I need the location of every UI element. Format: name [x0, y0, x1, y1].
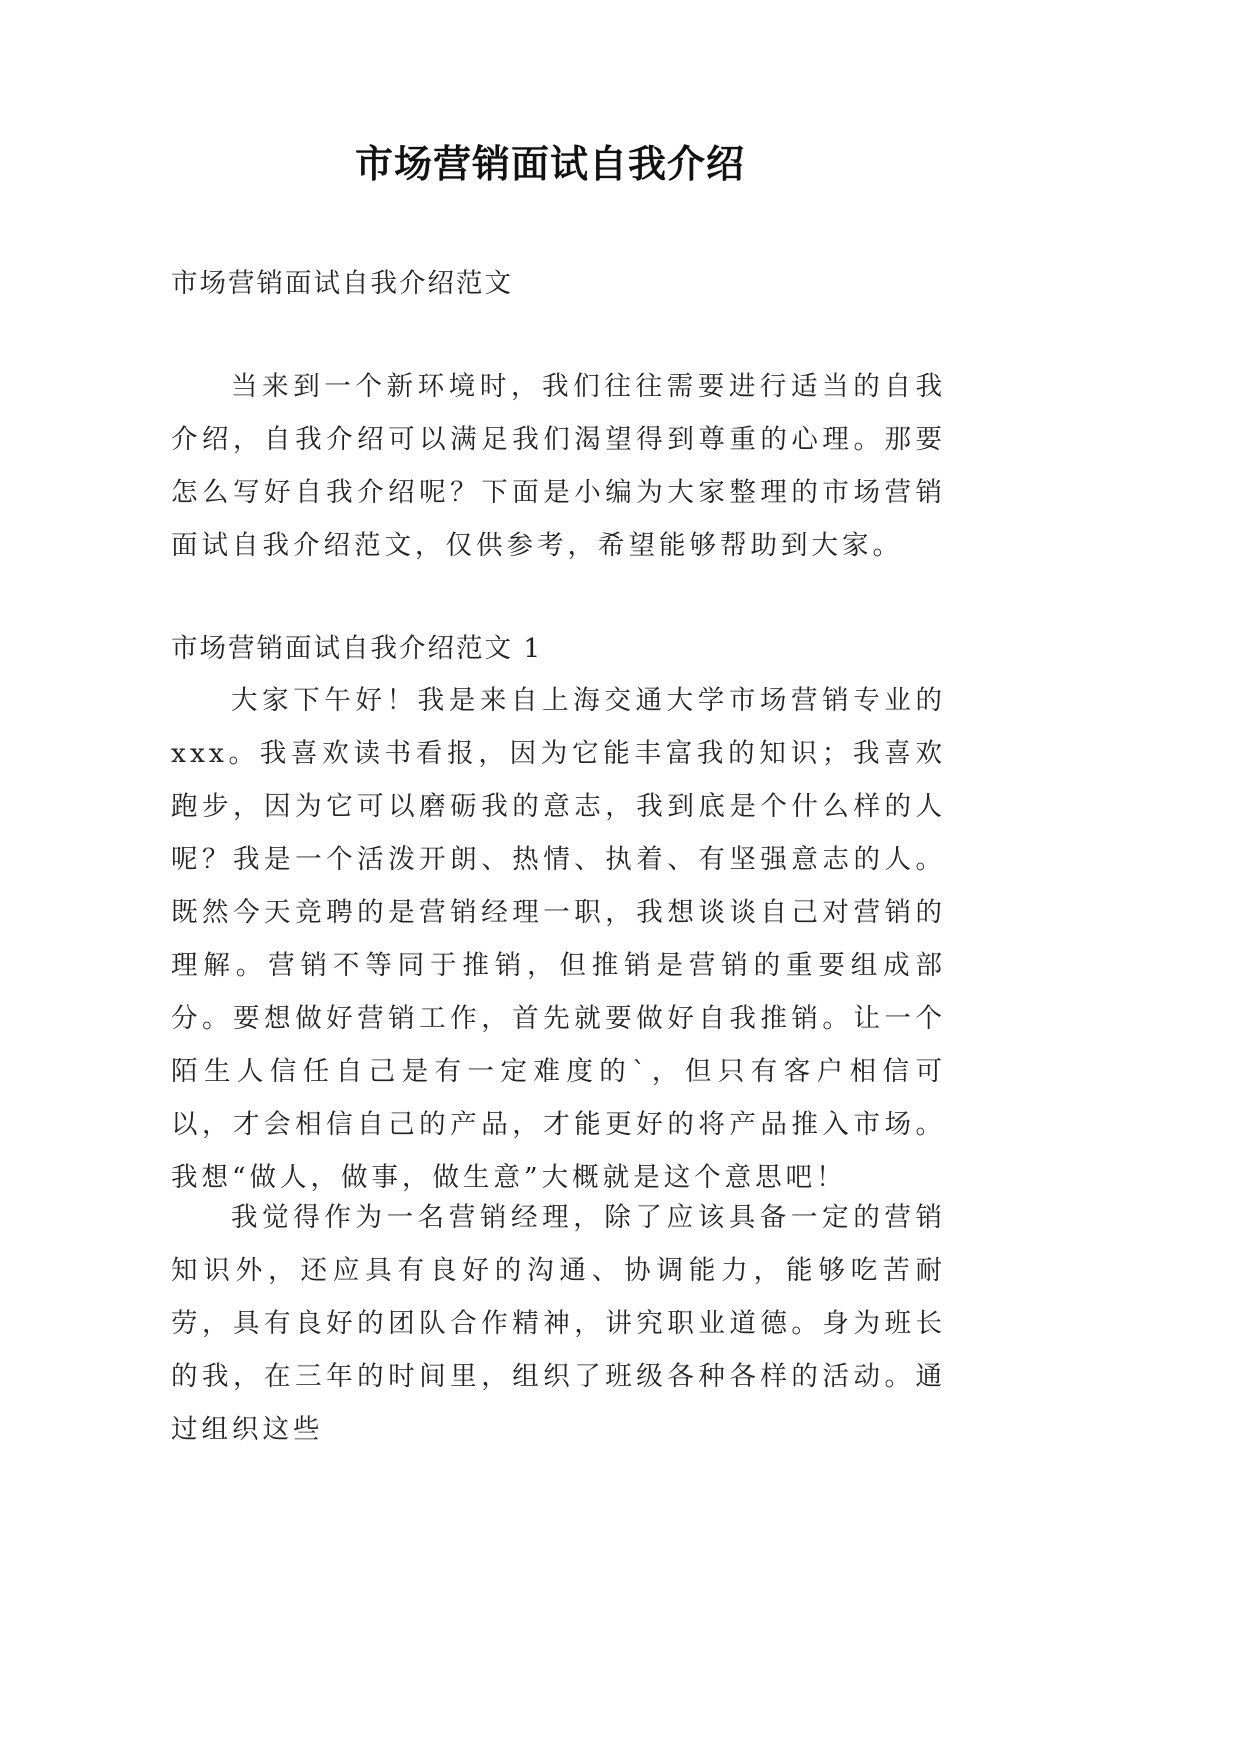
document-subtitle: 市场营销面试自我介绍范文 [171, 268, 513, 299]
section-heading: 市场营销面试自我介绍范文 1 [171, 633, 543, 664]
document-title: 市场营销面试自我介绍 [354, 141, 745, 186]
body-paragraph-1: 大家下午好！我是来自上海交通大学市场营销专业的xxx。我喜欢读书看报，因为它能丰富我的知识；我喜欢跑步，因为它可以磨砺我的意志，我到底是个什么样的人呢？我是一个活泼开朗、热情、执着、有坚强意志的人。既然今天竞聘的是营销经理一职，我想谈谈自己对营销的理解。营销不等同于推销，但推销是营销的重要组成部分。要想做好营销工作，首先就要做好自我推销。让一个陌生人信任自己是有一定难度的`，但只有客户相信可以，才会相信自己的产品，才能更好的将产品推入市场。我想“做人，做事，做生意”大概就是这个意思吧！ [171, 685, 946, 1193]
intro-paragraph: 当来到一个新环境时，我们往往需要进行适当的自我介绍，自我介绍可以满足我们渴望得到尊重的心理。那要怎么写好自我介绍呢？下面是小编为大家整理的市场营销面试自我介绍范文，仅供参考，希望能够帮助到大家。 [171, 371, 946, 561]
body-paragraph-2: 我觉得作为一名营销经理，除了应该具备一定的营销知识外，还应具有良好的沟通、协调能力，能够吃苦耐劳，具有良好的团队合作精神，讲究职业道德。身为班长的我，在三年的时间里，组织了班级各种各样的活动。通过组织这些 [171, 1202, 946, 1445]
